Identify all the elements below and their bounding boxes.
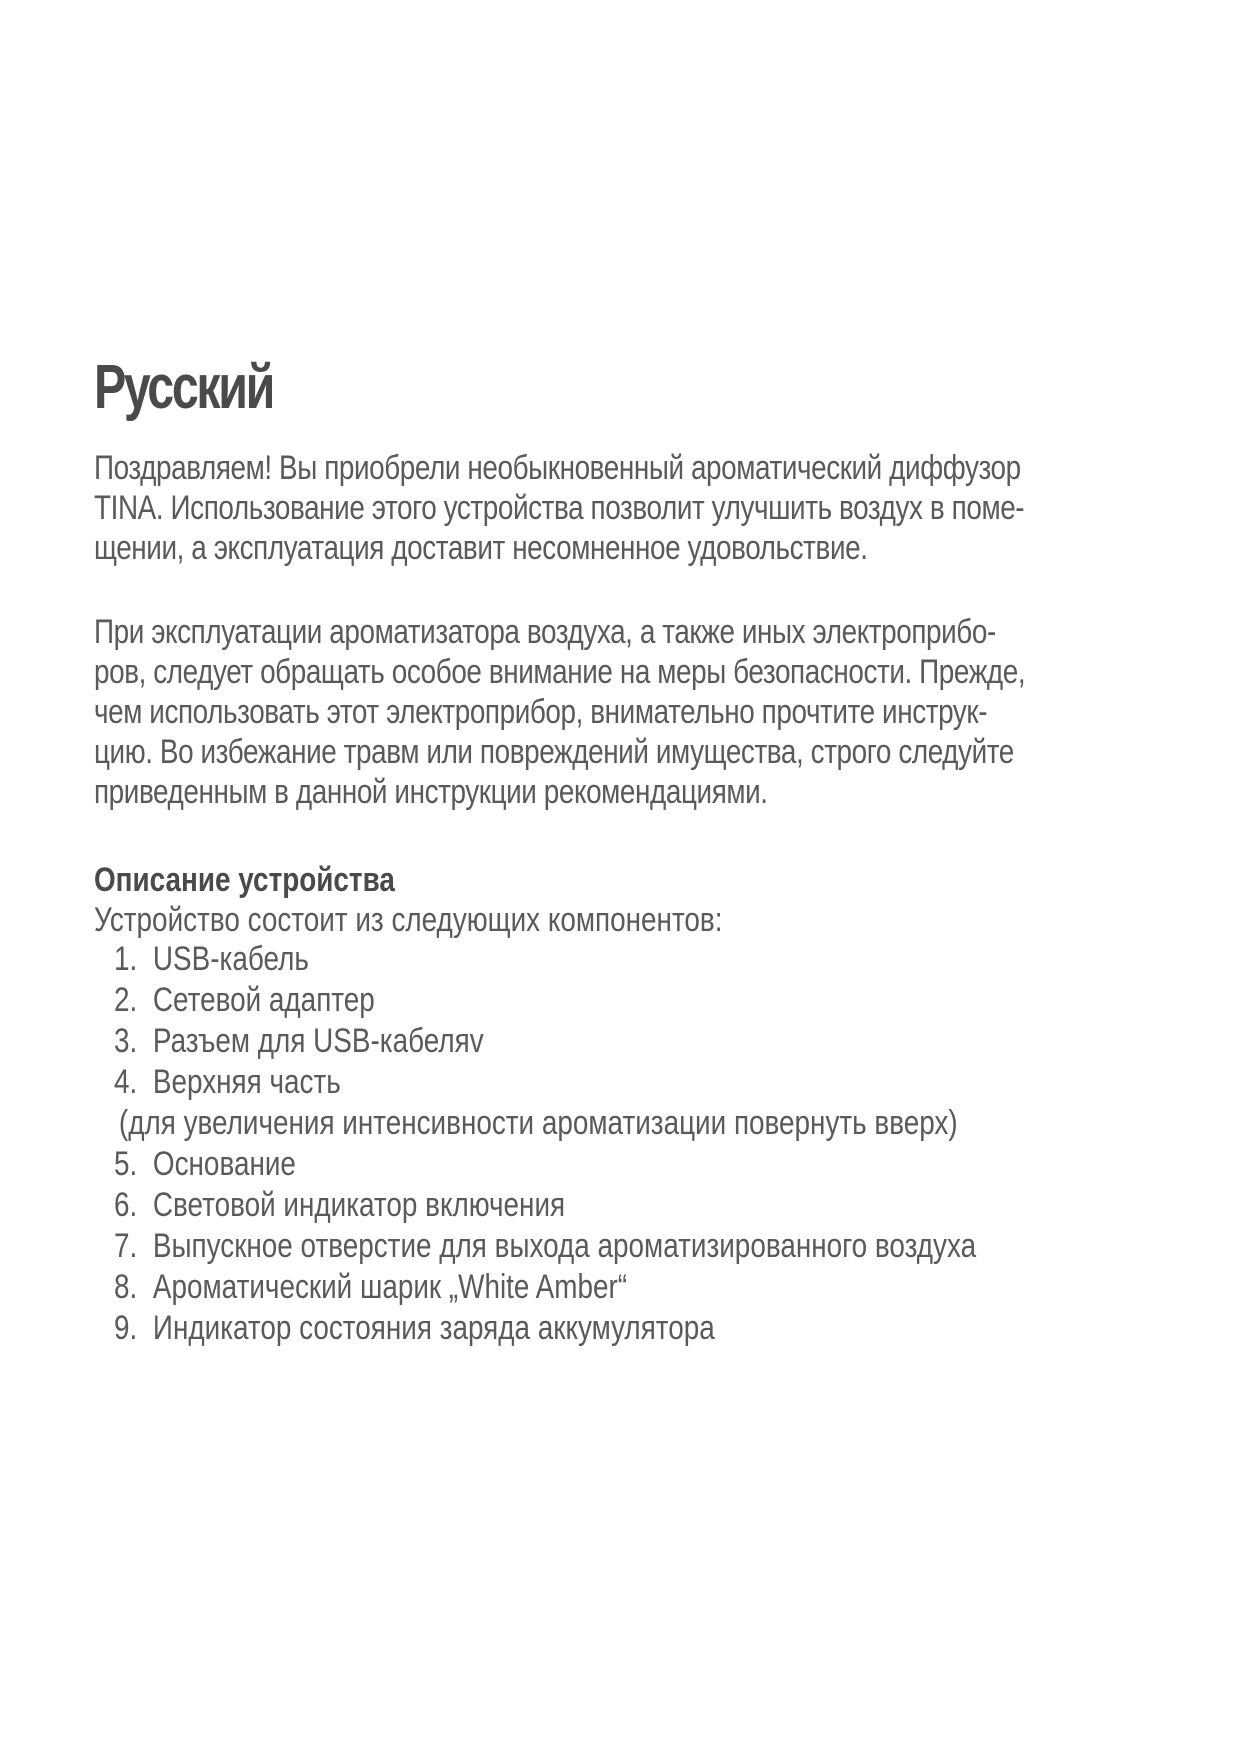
section-heading: Описание устройства [94, 861, 395, 899]
list-item [114, 1226, 976, 1267]
paragraph-line: Поздравляем! Вы приобрели необыкновенный ароматический диффузор [94, 449, 1021, 487]
list-item [114, 1308, 976, 1349]
list-item [114, 1021, 976, 1062]
components-intro: Устройство состоит из следующих компонентов: [94, 901, 723, 939]
intro-paragraph [94, 448, 1111, 568]
item-text: (для увеличения интенсивности ароматизации повернуть вверх) [118, 1104, 958, 1142]
item-number: 7. [114, 1227, 138, 1265]
page-content [94, 352, 1114, 1347]
item-number: 8. [114, 1268, 138, 1306]
list-item [114, 1144, 976, 1185]
paragraph-line: приведенным в данной инструкции рекомендациями. [94, 773, 768, 811]
list-item [114, 1267, 976, 1308]
safety-paragraph [94, 612, 1111, 812]
item-number: 2. [114, 981, 138, 1019]
paragraph-line: TINA. Использование этого устройства позволит улучшить воздух в поме- [94, 489, 1025, 527]
item-text: Сетевой адаптер [152, 981, 375, 1019]
paragraph-line: При эксплуатации ароматизатора воздуха, а также иных электроприбо- [94, 613, 996, 651]
paragraph-line: щении, а эксплуатация доставит несомненное удовольствие. [94, 529, 868, 567]
item-number: 5. [114, 1145, 138, 1183]
list-item [114, 939, 976, 980]
item-text: Разъем для USB-кабеляv [152, 1022, 484, 1060]
item-number: 6. [114, 1186, 138, 1224]
paragraph-line: чем использовать этот электроприбор, внимательно прочтите инструк- [94, 693, 988, 731]
item-text: Световой индикатор включения [152, 1186, 566, 1224]
list-item [114, 980, 976, 1021]
item-number: 4. [114, 1063, 138, 1101]
list-item [114, 1062, 976, 1103]
paragraph-line: ров, следует обращать особое внимание на меры безопасности. Прежде, [94, 653, 1026, 691]
paragraph-line: цию. Во избежание травм или повреждений имущества, строго следуйте [94, 733, 1014, 771]
components-list [114, 939, 1165, 1349]
item-text: Индикатор состояния заряда аккумулятора [152, 1309, 715, 1347]
item-number: 3. [114, 1022, 138, 1060]
item-text: Ароматический шарик „White Amber“ [152, 1268, 628, 1306]
item-number: 9. [114, 1309, 138, 1347]
item-text: Верхняя часть [152, 1063, 341, 1101]
list-item [114, 1185, 976, 1226]
item-number: 1. [114, 940, 138, 978]
item-text: USB-кабель [152, 940, 309, 978]
item-text: Выпускное отверстие для выхода ароматизированного воздуха [152, 1227, 977, 1265]
item-text: Основание [152, 1145, 296, 1183]
list-item-note [114, 1103, 976, 1144]
page-title: Русский [94, 353, 274, 422]
